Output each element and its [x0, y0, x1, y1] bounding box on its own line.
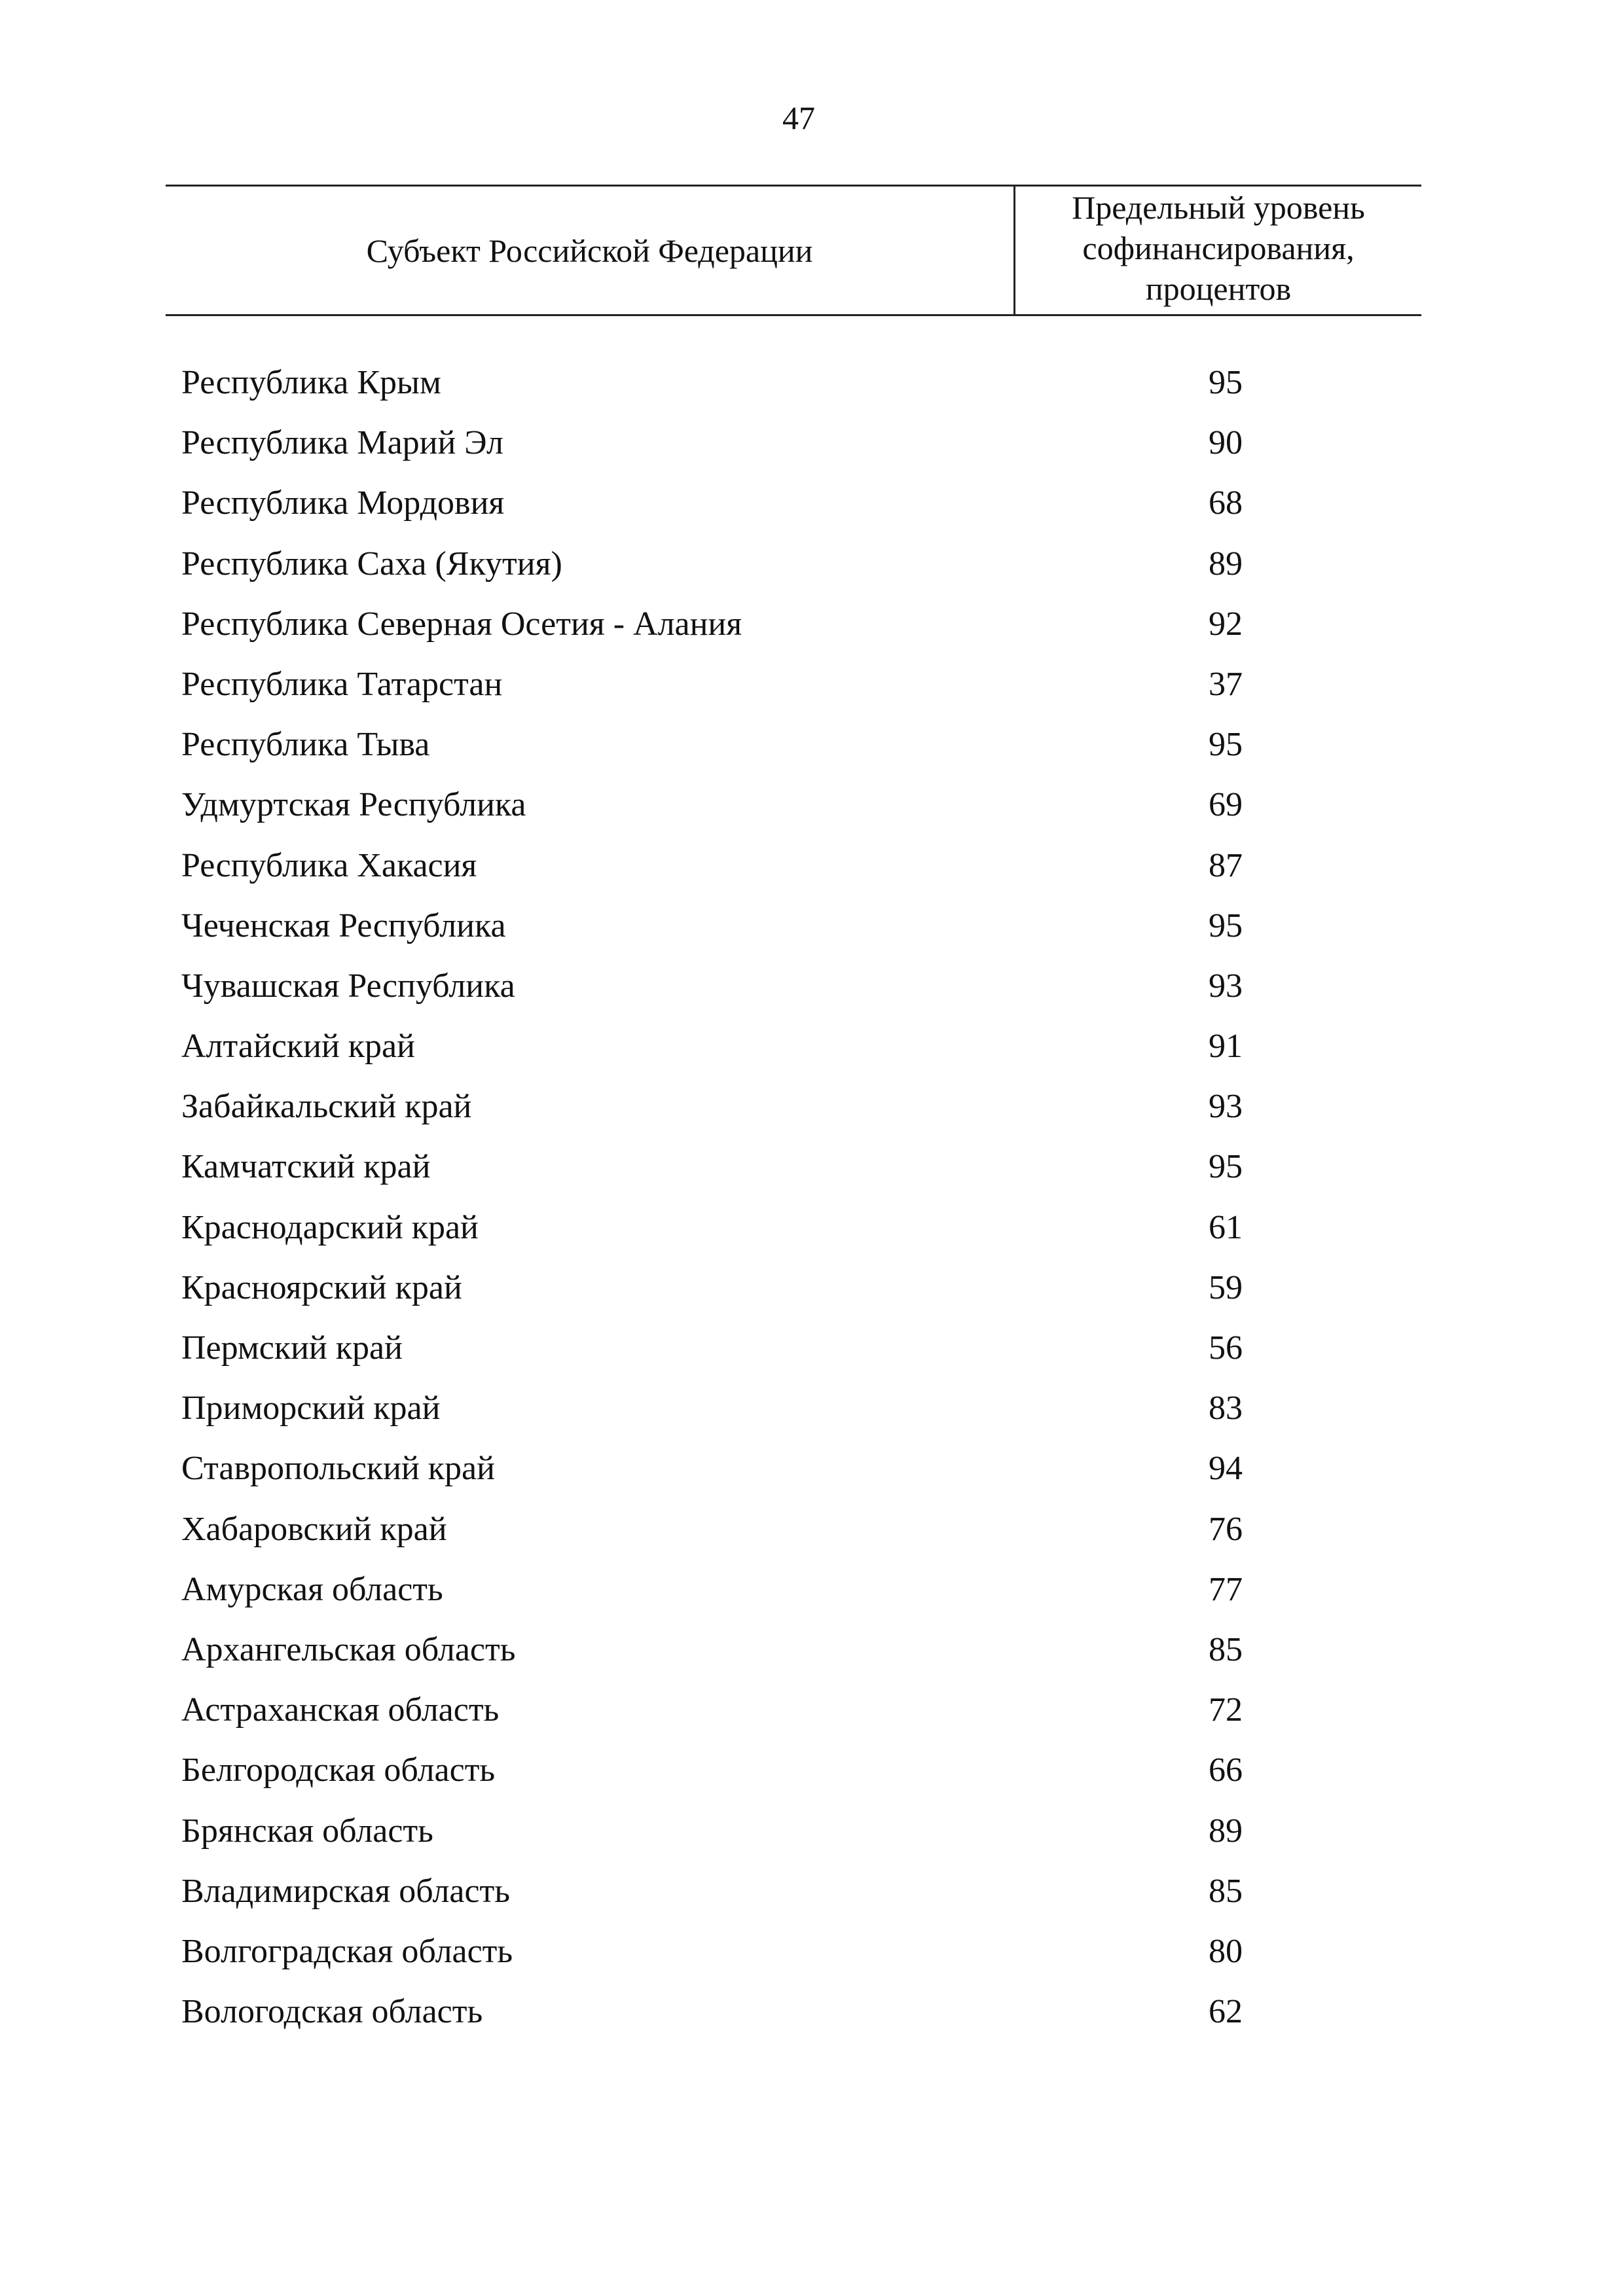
- cofinancing-limit-cell: 89: [1209, 545, 1243, 583]
- subject-name-cell: Пермский край: [181, 1329, 403, 1367]
- cofinancing-limit-cell: 61: [1209, 1208, 1243, 1246]
- page-number: 47: [782, 99, 815, 136]
- cofinancing-limit-cell: 89: [1209, 1812, 1243, 1850]
- cofinancing-limit-cell: 76: [1209, 1510, 1243, 1548]
- table-header-bottom-rule: [166, 314, 1421, 316]
- cofinancing-limit-cell: 85: [1209, 1872, 1243, 1910]
- table-row: [0, 1992, 1623, 2052]
- table-row: [0, 1208, 1623, 1268]
- subject-name-cell: Чувашская Республика: [181, 967, 515, 1005]
- table-row: [0, 483, 1623, 543]
- cofinancing-limit-cell: 95: [1209, 364, 1243, 401]
- cofinancing-limit-cell: 90: [1209, 424, 1243, 462]
- table-row: [0, 1147, 1623, 1207]
- cofinancing-limit-cell: 66: [1209, 1751, 1243, 1789]
- table-row: [0, 664, 1623, 725]
- subject-name-cell: Приморский край: [181, 1390, 441, 1427]
- cofinancing-limit-cell: 72: [1209, 1691, 1243, 1729]
- cofinancing-limit-cell: 80: [1209, 1932, 1243, 1970]
- subject-name-cell: Забайкальский край: [181, 1088, 472, 1126]
- subject-name-cell: Республика Северная Осетия - Алания: [181, 605, 742, 643]
- cofinancing-limit-cell: 77: [1209, 1570, 1243, 1608]
- subject-name-cell: Хабаровский край: [181, 1510, 447, 1548]
- table-row: [0, 1750, 1623, 1810]
- cofinancing-limit-cell: 95: [1209, 1148, 1243, 1186]
- subject-name-cell: Республика Тыва: [181, 726, 430, 764]
- table-row: [0, 1570, 1623, 1630]
- cofinancing-limit-cell: 68: [1209, 484, 1243, 522]
- cofinancing-limit-cell: 62: [1209, 1993, 1243, 2031]
- subject-name-cell: Брянская область: [181, 1812, 433, 1850]
- table-row: [0, 423, 1623, 483]
- cofinancing-limit-cell: 37: [1209, 665, 1243, 703]
- table-row: [0, 1931, 1623, 1992]
- subject-name-cell: Республика Крым: [181, 364, 441, 401]
- table-row: [0, 1630, 1623, 1690]
- subject-name-cell: Республика Татарстан: [181, 665, 503, 703]
- subject-name-cell: Белгородская область: [181, 1751, 496, 1789]
- subject-name-cell: Удмуртская Республика: [181, 786, 526, 824]
- table-row: [0, 544, 1623, 604]
- table-row: [0, 1026, 1623, 1086]
- table-row: [0, 363, 1623, 423]
- table-row: [0, 906, 1623, 966]
- subject-name-cell: Камчатский край: [181, 1148, 431, 1186]
- subject-name-cell: Волгоградская область: [181, 1932, 513, 1970]
- table-row: [0, 1086, 1623, 1147]
- subject-name-cell: Астраханская область: [181, 1691, 500, 1729]
- cofinancing-limit-cell: 93: [1209, 967, 1243, 1005]
- subject-name-cell: Краснодарский край: [181, 1208, 479, 1246]
- column-header-limit-line: софинансирования,: [1082, 230, 1355, 266]
- cofinancing-limit-cell: 93: [1209, 1088, 1243, 1126]
- table-row: [0, 1811, 1623, 1871]
- subject-name-cell: Чеченская Республика: [181, 906, 506, 944]
- cofinancing-limit-cell: 69: [1209, 786, 1243, 824]
- column-header-limit-line: процентов: [1145, 270, 1292, 307]
- column-header-limit-line: Предельный уровень: [1072, 189, 1365, 226]
- subject-name-cell: Красноярский край: [181, 1268, 462, 1306]
- cofinancing-limit-cell: 92: [1209, 605, 1243, 643]
- cofinancing-limit-cell: 95: [1209, 726, 1243, 764]
- table-row: [0, 1388, 1623, 1448]
- column-header-limit: [1015, 187, 1421, 309]
- subject-name-cell: Республика Саха (Якутия): [181, 545, 562, 583]
- subject-name-cell: Алтайский край: [181, 1028, 415, 1066]
- subject-name-cell: Амурская область: [181, 1570, 443, 1608]
- table-row: [0, 604, 1623, 664]
- column-header-subject: Субъект Российской Федерации: [366, 232, 813, 269]
- cofinancing-limit-cell: 94: [1209, 1450, 1243, 1488]
- cofinancing-limit-cell: 87: [1209, 846, 1243, 884]
- table-row: [0, 846, 1623, 906]
- table-row: [0, 1509, 1623, 1570]
- table-row: [0, 1268, 1623, 1328]
- subject-name-cell: Владимирская область: [181, 1872, 510, 1910]
- table-row: [0, 1328, 1623, 1388]
- subject-name-cell: Вологодская область: [181, 1993, 483, 2031]
- table-row: [0, 1690, 1623, 1750]
- cofinancing-limit-cell: 95: [1209, 906, 1243, 944]
- table-row: [0, 785, 1623, 845]
- table-row: [0, 966, 1623, 1026]
- table-row: [0, 1448, 1623, 1509]
- cofinancing-limit-cell: 91: [1209, 1028, 1243, 1066]
- cofinancing-limit-cell: 56: [1209, 1329, 1243, 1367]
- table-row: [0, 1871, 1623, 1931]
- cofinancing-limit-cell: 59: [1209, 1268, 1243, 1306]
- cofinancing-limit-cell: 85: [1209, 1630, 1243, 1668]
- subject-name-cell: Республика Мордовия: [181, 484, 505, 522]
- cofinancing-limit-cell: 83: [1209, 1390, 1243, 1427]
- subject-name-cell: Ставропольский край: [181, 1450, 495, 1488]
- subject-name-cell: Архангельская область: [181, 1630, 516, 1668]
- subject-name-cell: Республика Хакасия: [181, 846, 477, 884]
- table-row: [0, 725, 1623, 785]
- table-body: [0, 363, 1623, 2052]
- subject-name-cell: Республика Марий Эл: [181, 424, 503, 462]
